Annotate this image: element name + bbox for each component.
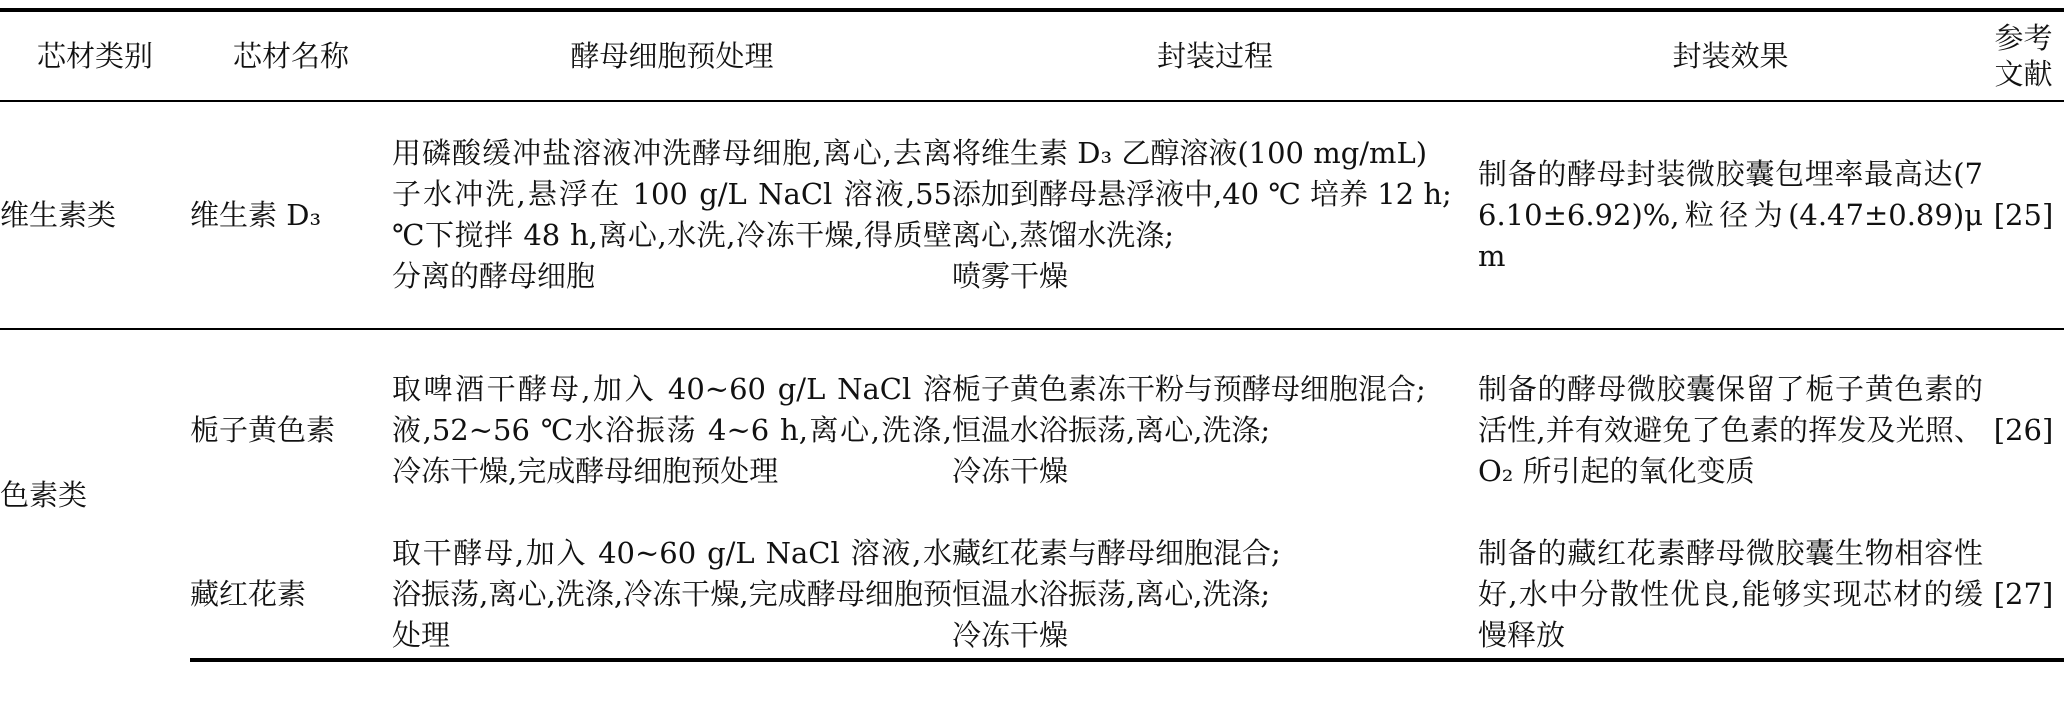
- cell-process: 将维生素 D₃ 乙醇溶液(100 mg/mL) 添加到酵母悬浮液中,40 ℃ 培养 12 h; 离心,蒸馏水洗涤; 喷雾干燥: [952, 101, 1478, 329]
- header-effect: 封装效果: [1478, 10, 1983, 101]
- cell-effect: 制备的酵母微胶囊保留了栀子黄色素的活性,并有效避免了色素的挥发及光照、O₂ 所引起的氧化变质: [1478, 371, 1983, 488]
- cell-reference: [25]: [1983, 101, 2064, 329]
- header-name: 芯材名称: [190, 10, 392, 101]
- cell-category: 维生素类: [0, 101, 190, 329]
- cell-effect: 制备的藏红花素酵母微胶囊生物相容性好,水中分散性优良,能够实现芯材的缓慢释放: [1478, 530, 1983, 660]
- cell-process: 藏红花素与酵母细胞混合; 恒温水浴振荡,离心,洗涤; 冷冻干燥: [952, 530, 1478, 660]
- cell-reference: [27]: [1983, 530, 2064, 660]
- table-row: [0, 530, 2064, 660]
- cell-name: 维生素 D₃: [190, 101, 392, 329]
- cell-effect: 制备的酵母封装微胶囊包埋率最高达(76.10±6.92)%,粒径为(4.47±0.89)μm: [1478, 101, 1983, 329]
- cell-name: 藏红花素: [190, 530, 392, 660]
- cell-pretreatment: 取干酵母,加入 40~60 g/L NaCl 溶液,水浴振荡,离心,洗涤,冷冻干燥,完成酵母细胞预处理: [392, 530, 952, 660]
- header-reference: [1983, 10, 2064, 101]
- header-row: [0, 10, 2064, 101]
- header-category: 芯材类别: [0, 10, 190, 101]
- cell-process: 栀子黄色素冻干粉与预酵母细胞混合; 恒温水浴振荡,离心,洗涤; 冷冻干燥: [952, 371, 1426, 488]
- header-reference-line1: 参考: [1994, 21, 2053, 55]
- cell-category: 色素类: [0, 477, 88, 512]
- header-reference-line2: 文献: [1994, 57, 2053, 91]
- cell-name: 栀子黄色素: [190, 412, 336, 447]
- cell-reference: [26]: [1993, 412, 2054, 447]
- header-pretreatment: 酵母细胞预处理: [392, 10, 952, 101]
- header-process: 封装过程: [952, 10, 1478, 101]
- cell-pretreatment: 取啤酒干酵母,加入 40~60 g/L NaCl 溶液,52~56 ℃水浴振荡 4~6 h,离心,洗涤,冷冻干燥,完成酵母细胞预处理: [392, 371, 952, 488]
- cell-pretreatment: 用磷酸缓冲盐溶液冲洗酵母细胞,离心,去离子水冲洗,悬浮在 100 g/L NaCl 溶液,55 ℃下搅拌 48 h,离心,水洗,冷冻干燥,得质壁分离的酵母细胞: [392, 101, 952, 329]
- yeast-encapsulation-table: [0, 8, 2064, 662]
- table-row: [0, 329, 2064, 530]
- table-row: [0, 101, 2064, 329]
